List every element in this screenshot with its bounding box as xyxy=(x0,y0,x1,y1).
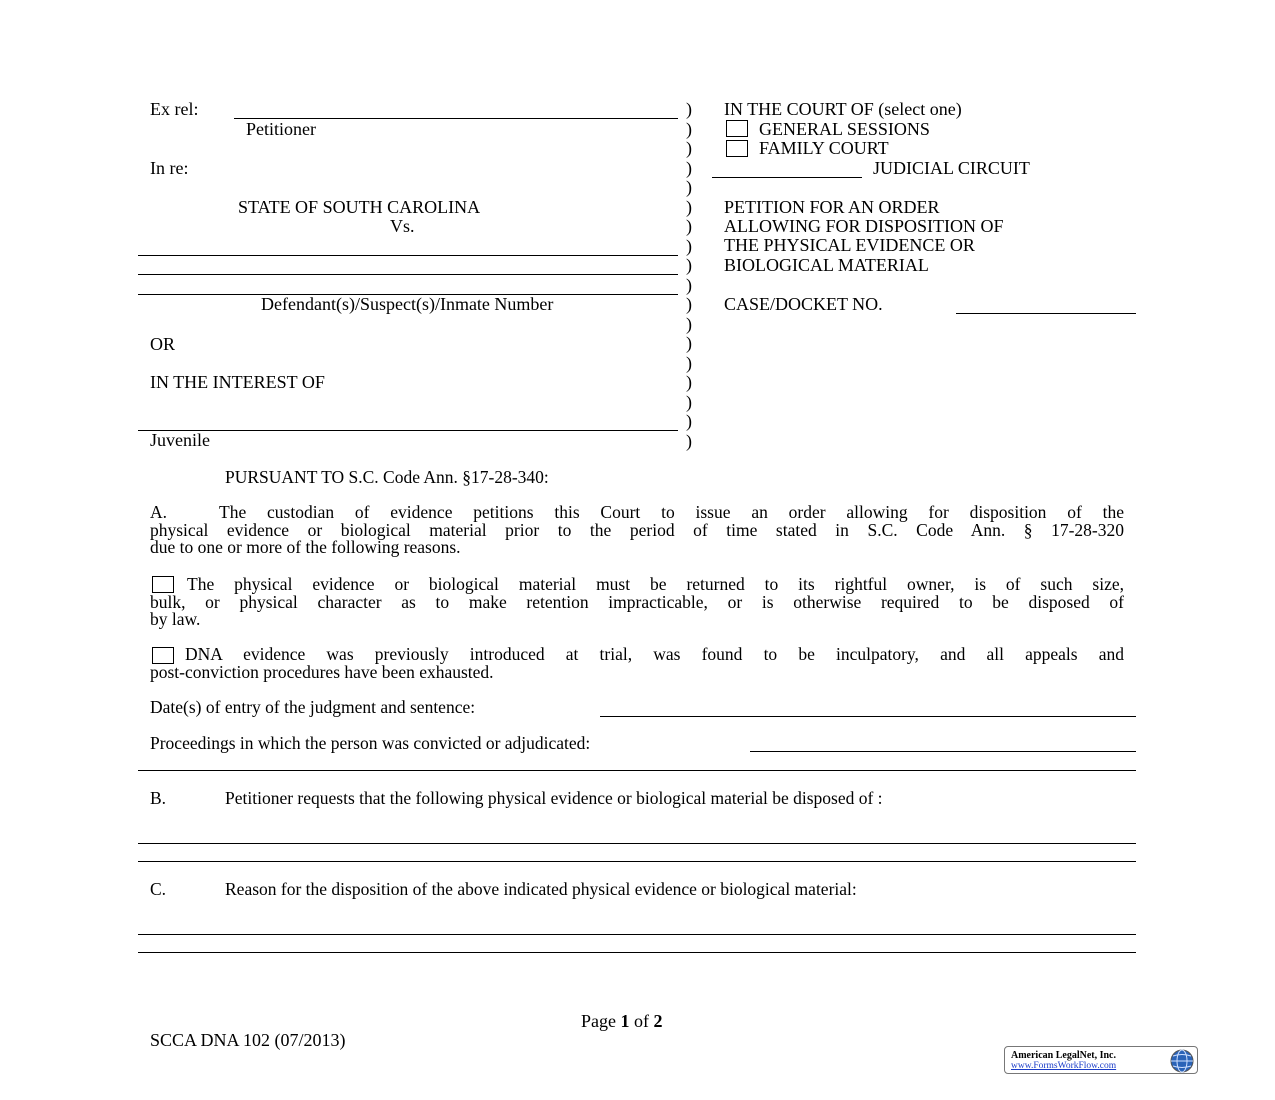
proceedings-label: Proceedings in which the person was convicted or adjudicated: xyxy=(150,733,591,753)
dates-field[interactable] xyxy=(600,716,1136,717)
badge-url-link[interactable]: www.FormsWorkFlow.com xyxy=(1011,1061,1117,1071)
paren-column: ) ) ) ) ) ) ) ) ) ) ) ) ) ) ) ) ) ) xyxy=(686,99,692,451)
or-label: OR xyxy=(150,334,176,354)
section-b-field-1[interactable] xyxy=(138,843,1136,844)
petition-title-line-1: PETITION FOR AN ORDER xyxy=(724,197,940,217)
section-b-text: Petitioner requests that the following physical evidence or biological material be disposed of : xyxy=(225,788,883,808)
badge-company-name: American LegalNet, Inc. xyxy=(1011,1050,1116,1061)
section-b-field-2[interactable] xyxy=(138,861,1136,862)
section-c-field-2[interactable] xyxy=(138,952,1136,953)
case-docket-field[interactable] xyxy=(956,313,1136,314)
family-court-label: FAMILY COURT xyxy=(759,138,889,158)
divider xyxy=(138,770,1136,771)
judicial-circuit-label: JUDICIAL CIRCUIT xyxy=(873,158,1030,178)
case-docket-label: CASE/DOCKET NO. xyxy=(724,294,883,314)
pursuant-heading: PURSUANT TO S.C. Code Ann. §17-28-340: xyxy=(225,467,549,487)
section-c-text: Reason for the disposition of the above indicated physical evidence or biological material: xyxy=(225,879,857,899)
defendant-label: Defendant(s)/Suspect(s)/Inmate Number xyxy=(261,294,554,314)
general-sessions-checkbox[interactable] xyxy=(726,120,748,137)
proceedings-field[interactable] xyxy=(750,751,1136,752)
dates-label: Date(s) of entry of the judgment and sentence: xyxy=(150,697,476,717)
page-number: Page 1 of 2 xyxy=(581,1011,663,1031)
family-court-checkbox[interactable] xyxy=(726,140,748,157)
section-a-text: A. The custodian of evidence petitions this Court to issue an order allowing for disposition of the physical evidence or biological material prior to the period of time stated in S.C. Code Ann. § 17-28-320 due to one or more of the following reasons. xyxy=(150,502,1124,557)
defendant-field-1[interactable] xyxy=(138,255,678,256)
forms-workflow-badge[interactable] xyxy=(1004,1046,1198,1074)
juvenile-label: Juvenile xyxy=(150,430,210,450)
defendant-field-2[interactable] xyxy=(138,274,678,275)
judicial-circuit-field[interactable] xyxy=(712,177,862,178)
section-b-label: B. xyxy=(150,788,167,808)
reason-1-text: The physical evidence or biological material must be returned to its rightful owner, is of such size, bulk, or physical character as to make retention impracticable, or is otherwise required to be disposed of by law. xyxy=(150,574,1124,629)
petitioner-label: Petitioner xyxy=(246,119,316,139)
section-c-label: C. xyxy=(150,879,167,899)
state-label: STATE OF SOUTH CAROLINA xyxy=(238,197,481,217)
interest-of-label: IN THE INTEREST OF xyxy=(150,372,325,392)
petition-title-line-4: BIOLOGICAL MATERIAL xyxy=(724,255,929,275)
section-c-field-1[interactable] xyxy=(138,934,1136,935)
general-sessions-label: GENERAL SESSIONS xyxy=(759,119,930,139)
in-re-label: In re: xyxy=(150,158,189,178)
petition-title-line-2: ALLOWING FOR DISPOSITION OF xyxy=(724,216,1004,236)
form-id: SCCA DNA 102 (07/2013) xyxy=(150,1030,346,1050)
juvenile-field[interactable] xyxy=(138,430,678,431)
court-heading: IN THE COURT OF (select one) xyxy=(724,99,962,119)
ex-rel-label: Ex rel: xyxy=(150,99,199,119)
globe-icon xyxy=(1169,1048,1195,1074)
petition-title-line-3: THE PHYSICAL EVIDENCE OR xyxy=(724,235,975,255)
vs-label: Vs. xyxy=(390,216,415,236)
reason-2-text: DNA evidence was previously introduced at trial, was found to be inculpatory, and all appeals and post-conviction procedures have been exhausted. xyxy=(150,644,1124,682)
